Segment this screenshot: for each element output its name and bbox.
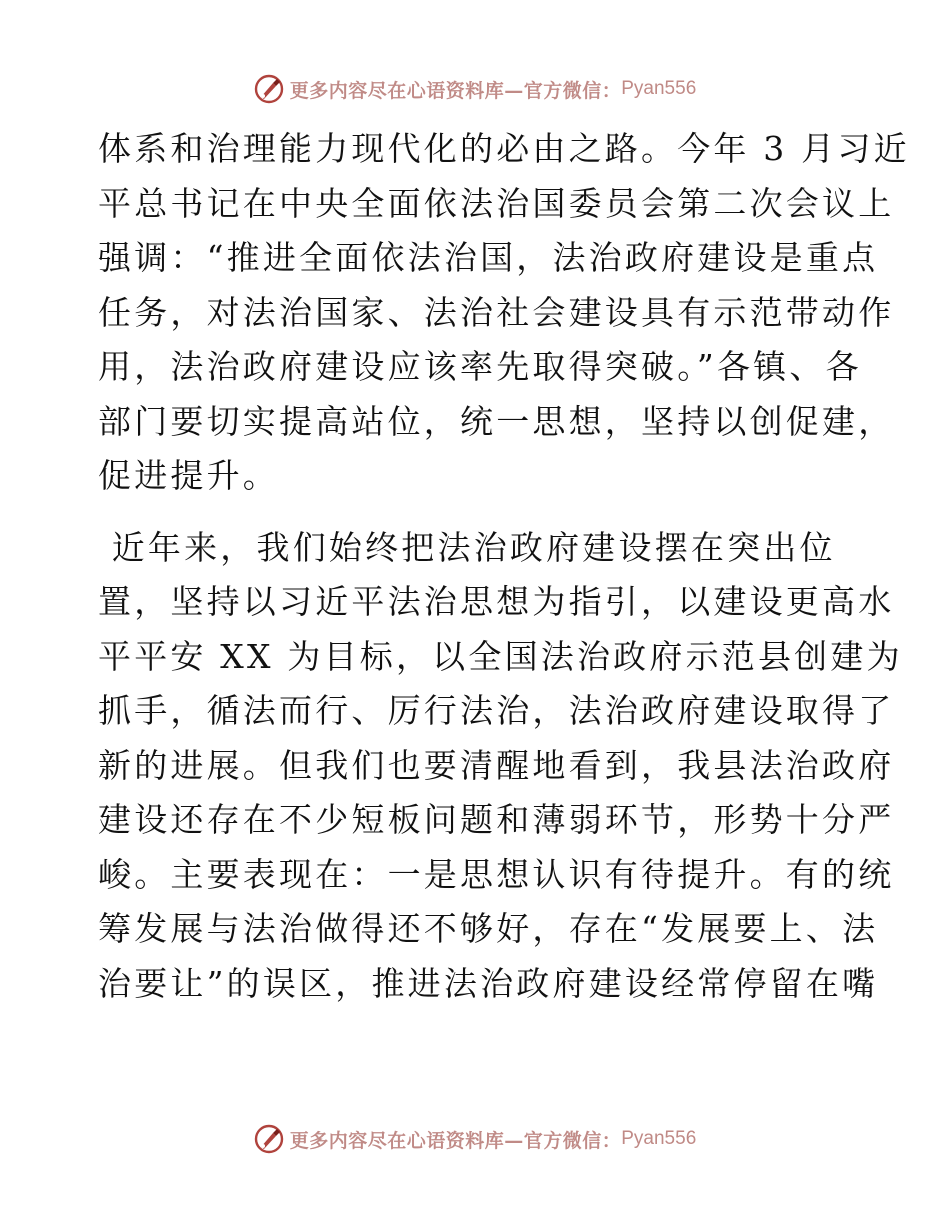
text-line: 强调：“推进全面依法治国，法治政府建设是重点: [98, 238, 879, 277]
pen-logo-icon: [254, 1124, 284, 1154]
text-line: 促进提升。: [98, 456, 279, 495]
footer-wechat-id: Pyan556: [621, 1128, 697, 1149]
text-line: 任务，对法治国家、法治社会建设具有示范带动作: [98, 292, 895, 332]
text-line: 部门要切实提高站位，统一思想，坚持以创促建，: [98, 401, 895, 441]
text-line: 平总书记在中央全面依法治国委员会第二次会议上: [98, 183, 895, 223]
text-line: 置，坚持以习近平法治思想为指引，以建设更高水: [98, 582, 895, 621]
header-watermark-banner: [0, 72, 950, 106]
text-line: 新的进展。但我们也要清醒地看到，我县法治政府: [98, 745, 895, 785]
text-line: 峻。主要表现在：一是思想认识有待提升。有的统: [98, 854, 895, 894]
text-line: 平平安 XX 为目标，以全国法治政府示范县创建为: [98, 636, 903, 676]
header-banner-text: 更多内容尽在心语资料库—官方微信：: [289, 79, 622, 102]
footer-banner-text: 更多内容尽在心语资料库—官方微信：: [289, 1129, 622, 1152]
text-line: 抓手，循法而行、厉行法治，法治政府建设取得了: [98, 691, 895, 730]
text-line: 近年来，我们始终把法治政府建设摆在突出位: [98, 527, 836, 567]
footer-watermark-banner: [0, 1122, 950, 1156]
text-line: 体系和治理能力现代化的必由之路。今年 3 月习近: [98, 129, 910, 168]
document-body: [98, 122, 910, 1011]
paragraph-2: [98, 521, 903, 1012]
paragraph-1: [98, 122, 910, 504]
text-line: 筹发展与法治做得还不够好，存在“发展要上、法: [98, 909, 879, 948]
text-line: 用，法治政府建设应该率先取得突破。”各镇、各: [98, 347, 862, 386]
header-wechat-id: Pyan556: [621, 78, 697, 99]
pen-logo-icon: [254, 74, 284, 104]
text-line: 治要让”的误区，推进法治政府建设经常停留在嘴: [98, 963, 879, 1003]
paragraph-spacer: [98, 504, 850, 521]
text-line: 建设还存在不少短板问题和薄弱环节，形势十分严: [98, 800, 895, 839]
